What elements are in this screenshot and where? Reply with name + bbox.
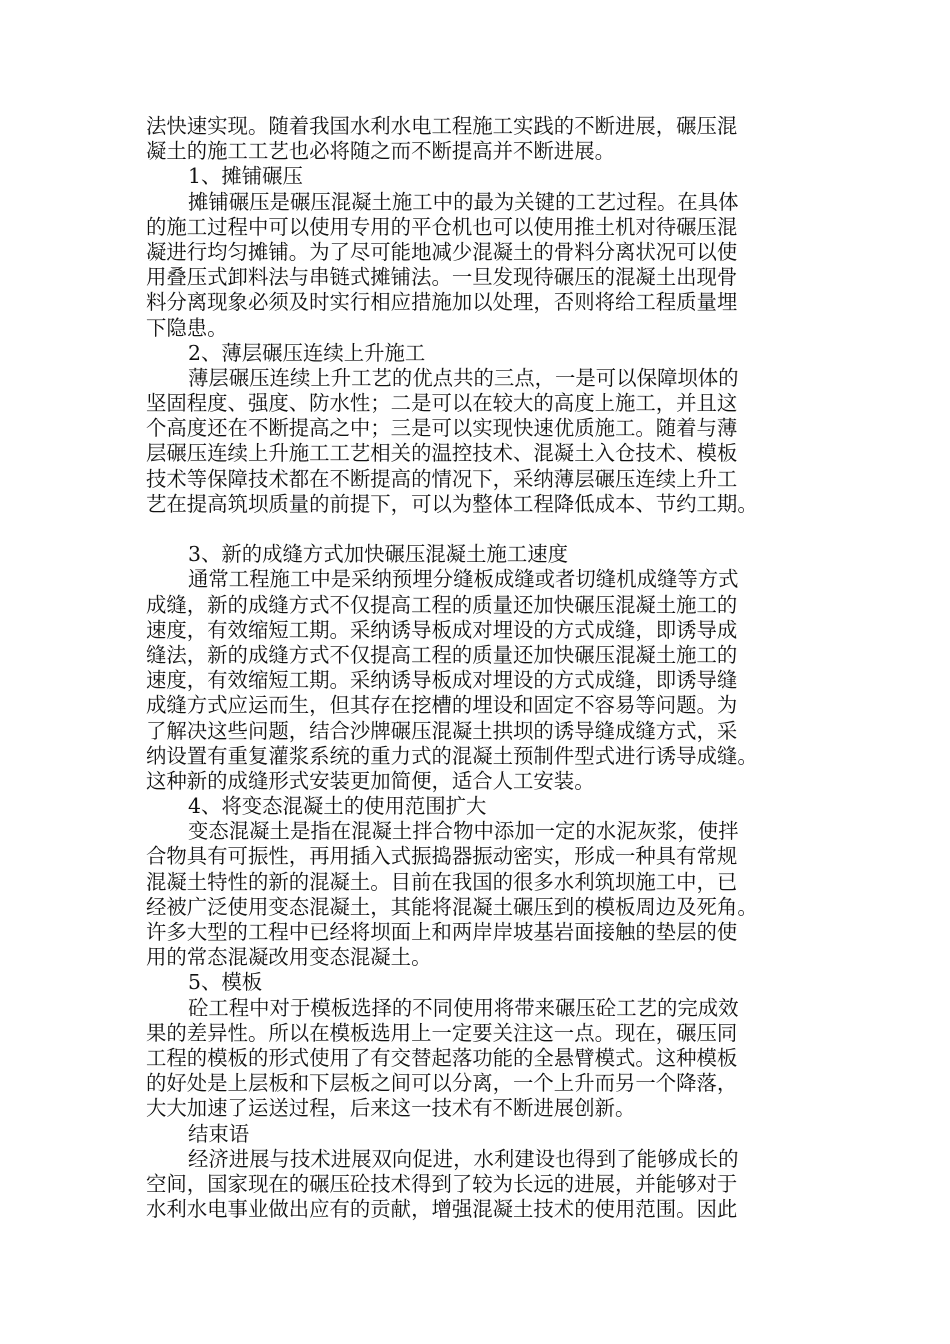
text-line: 空间，国家现在的碾压砼技术得到了较为长远的进展，并能够对于 bbox=[146, 1171, 738, 1196]
text-line: 工程的模板的形式使用了有交替起落功能的全悬臂模式。这种模板 bbox=[146, 1045, 738, 1070]
text-line: 凝进行均匀摊铺。为了尽可能地减少混凝土的骨料分离状况可以使 bbox=[146, 239, 738, 264]
paragraph-start-line: 砼工程中对于模板选择的不同使用将带来碾压砼工艺的完成效 bbox=[188, 995, 739, 1020]
paragraph-start-line: 变态混凝土是指在混凝土拌合物中添加一定的水泥灰浆，使拌 bbox=[188, 819, 739, 844]
text-line: 下隐患。 bbox=[146, 315, 228, 340]
text-line: 纳设置有重复灌浆系统的重力式的混凝土预制件型式进行诱导成缝。 bbox=[146, 743, 758, 768]
text-line: 凝土的施工工艺也必将随之而不断提高并不断进展。 bbox=[146, 139, 615, 164]
document-page bbox=[146, 114, 806, 1222]
paragraph-start-line: 摊铺碾压是碾压混凝土施工中的最为关键的工艺过程。在具体 bbox=[188, 189, 739, 214]
paragraph-start-line: 5、模板 bbox=[188, 970, 263, 995]
text-line: 经被广泛使用变态混凝土，其能将混凝土碾压到的模板周边及死角。 bbox=[146, 894, 758, 919]
text-line: 缝法，新的成缝方式不仅提高工程的质量还加快碾压混凝土施工的 bbox=[146, 642, 738, 667]
text-line: 水利水电事业做出应有的贡献，增强混凝土技术的使用范围。因此 bbox=[146, 1197, 738, 1222]
text-line: 用叠压式卸料法与串链式摊铺法。一旦发现待碾压的混凝土出现骨 bbox=[146, 265, 738, 290]
text-line: 许多大型的工程中已经将坝面上和两岸岸坡基岩面接触的垫层的使 bbox=[146, 920, 738, 944]
text-line: 坚固程度、强度、防水性；二是可以在较大的高度上施工，并且这 bbox=[146, 391, 738, 416]
text-line: 技术等保障技术都在不断提高的情况下，采纳薄层碾压连续上升工 bbox=[146, 466, 738, 491]
paragraph-start-line: 3、新的成缝方式加快碾压混凝土施工速度 bbox=[188, 542, 569, 567]
paragraph-start-line: 1、摊铺碾压 bbox=[188, 164, 303, 189]
text-line: 速度，有效缩短工期。采纳诱导板成对埋设的方式成缝，即诱导缝 bbox=[146, 668, 738, 693]
text-line: 混凝土特性的新的混凝土。目前在我国的很多水利筑坝施工中，已 bbox=[146, 869, 738, 894]
paragraph-start-line: 结束语 bbox=[188, 1121, 250, 1146]
paragraph-start-line: 通常工程施工中是采纳预埋分缝板成缝或者切缝机成缝等方式 bbox=[188, 567, 739, 592]
text-line: 合物具有可振性，再用插入式振捣器振动密实，形成一种具有常规 bbox=[146, 844, 738, 869]
paragraph-start-line: 薄层碾压连续上升工艺的优点共的三点，一是可以保障坝体的 bbox=[188, 365, 739, 390]
text-line: 大大加速了运送过程，后来这一技术有不断进展创新。 bbox=[146, 1096, 636, 1121]
text-line: 成缝，新的成缝方式不仅提高工程的质量还加快碾压混凝土施工的 bbox=[146, 592, 738, 617]
text-line: 料分离现象必须及时实行相应措施加以处理，否则将给工程质量埋 bbox=[146, 290, 738, 315]
text-line: 法快速实现。随着我国水利水电工程施工实践的不断进展，碾压混 bbox=[146, 114, 738, 138]
paragraph-start-line: 4、将变态混凝土的使用范围扩大 bbox=[188, 794, 487, 819]
paragraph-start-line: 2、薄层碾压连续上升施工 bbox=[188, 340, 426, 365]
text-line: 用的常态混凝改用变态混凝土。 bbox=[146, 945, 432, 970]
text-line: 的好处是上层板和下层板之间可以分离，一个上升而另一个降落， bbox=[146, 1071, 738, 1096]
text-line: 层碾压连续上升施工工艺相关的温控技术、混凝土入仓技术、模板 bbox=[146, 441, 738, 466]
text-line: 成缝方式应运而生，但其存在挖槽的埋设和固定不容易等问题。为 bbox=[146, 693, 738, 718]
text-line: 了解决这些问题，结合沙牌碾压混凝土拱坝的诱导缝成缝方式，采 bbox=[146, 718, 738, 743]
text-line: 果的差异性。所以在模板选用上一定要关注这一点。现在，碾压同 bbox=[146, 1020, 738, 1045]
text-line: 速度，有效缩短工期。采纳诱导板成对埋设的方式成缝，即诱导成 bbox=[146, 617, 738, 642]
paragraph-start-line: 经济进展与技术进展双向促进，水利建设也得到了能够成长的 bbox=[188, 1146, 739, 1171]
text-line: 这种新的成缝形式安装更加简便，适合人工安装。 bbox=[146, 768, 595, 793]
blank-line bbox=[146, 517, 806, 542]
text-line: 的施工过程中可以使用专用的平仓机也可以使用推土机对待碾压混 bbox=[146, 214, 738, 239]
text-line: 个高度还在不断提高之中；三是可以实现快速优质施工。随着与薄 bbox=[146, 416, 738, 441]
text-line: 艺在提高筑坝质量的前提下，可以为整体工程降低成本、节约工期。 bbox=[146, 491, 758, 516]
